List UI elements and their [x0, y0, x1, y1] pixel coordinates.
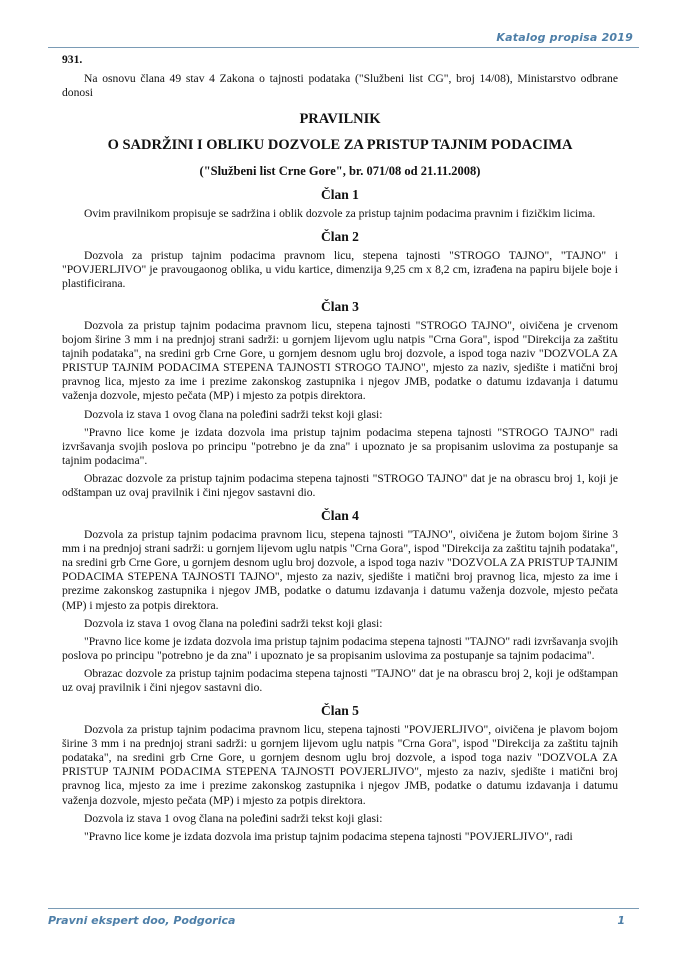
footer-publisher: Pravni ekspert doo, Podgorica: [48, 914, 236, 927]
article-paragraph: Dozvola za pristup tajnim podacima pravnom licu, stepena tajnosti "STROGO TAJNO", oivičena je crvenom bojom širine 3 mm i na prednjoj strani sadrži: u gornjem lijevom uglu natpis "Crna Gora", ispod "Direkcija za zaštitu tajnih podataka", na sredini grb Crne Gore, u gornjem desnom uglu broj dozvole, a ispod toga naziv "DOZVOLA ZA PRISTUP TAJNIM PODACIMA STEPENA TAJNOSTI STROGO TAJNO", mjesto za naziv, sjedište i matični broj pravnog lica, mjesto za ime i prezime zakonskog zastupnika i njegov JMB, podatke o datumu izdavanja i datumu važenja dozvole, mjesto pečata (MP) i mjesto za potpis direktora.: [62, 318, 618, 403]
gazette-reference: ("Službeni list Crne Gore", br. 071/08 od 21.11.2008): [199, 164, 481, 179]
article-4: [62, 508, 618, 695]
article-paragraph: Dozvola za pristup tajnim podacima pravnom licu, stepena tajnosti "TAJNO", oivičena je žutom bojom širine 3 mm i na prednjoj strani sadrži: u gornjem lijevom uglu natpis "Crna Gora", ispod "Direkcija za zaštitu tajnih podataka", na sredini grb Crne Gore, u gornjem desnom uglu broj dozvole, a ispod toga naziv "DOZVOLA ZA PRISTUP TAJNIM PODACIMA STEPENA TAJNOSTI TAJNO", mjesto za naziv, sjedište i matični broj pravnog lica, mjesto za ime i prezime zakonskog zastupnika i njegov JMB, podatke o datumu izdavanja i datumu važenja dozvole, mjesto pečata (MP) i mjesto za potpis direktora.: [62, 528, 618, 612]
article-1: [62, 187, 618, 221]
article-heading: Član 5: [321, 703, 359, 719]
article-heading: Član 2: [321, 228, 359, 244]
article-paragraph: Ovim pravilnikom propisuje se sadržina i oblik dozvole za pristup tajnim podacima pravnim i fizičkim licima.: [84, 206, 596, 220]
page-header: [48, 30, 639, 48]
page-number: 1: [617, 914, 625, 927]
page-footer: [48, 908, 639, 933]
article-paragraph: Dozvola iz stava 1 ovog člana na poleđini sadrži tekst koji glasi:: [84, 407, 383, 421]
article-paragraph: Dozvola za pristup tajnim podacima pravnom licu, stepena tajnosti "STROGO TAJNO", "TAJNO" i "POVJERLJIVO" je pravougaonog oblika, u vidu kartice, dimenzija 9,25 cm x 8,2 cm, izrađena na papiru bijele boje i plastificirana.: [62, 248, 618, 290]
article-heading: Član 1: [321, 186, 359, 202]
article-paragraph: Dozvola za pristup tajnim podacima pravnom licu, stepena tajnosti "POVJERLJIVO", oivičena je plavom bojom širine 3 mm i na prednjoj strani sadrži: u gornjem lijevom uglu natpis "Crna Gora", ispod "Direkcija za zaštitu tajnih podataka", na sredini grb Crne Gore, u gornjem desnom uglu broj dozvole, a ispod toga naziv "DOZVOLA ZA PRISTUP TAJNIM PODACIMA STEPENA TAJNOSTI POVJERLJIVO", mjesto za naziv, sjedište i matični broj pravnog lica, mjesto za ime i prezime zakonskog zastupnika i njegov JMB, podatke o datumu izdavanja i datumu važenja dozvole, mjesto pečata (MP) i mjesto za potpis direktora.: [62, 723, 618, 807]
article-paragraph: "Pravno lice kome je izdata dozvola ima pristup tajnim podacima stepena tajnosti "POVJERLJIVO", radi: [84, 829, 573, 843]
document-number: 931.: [62, 53, 83, 66]
article-heading: Član 4: [321, 508, 359, 524]
article-paragraph: Obrazac dozvole za pristup tajnim podacima stepena tajnosti "TAJNO" dat je na obrascu broj 2, koji je odštampan uz ovaj pravilnik i čini njegov sastavni dio.: [62, 666, 618, 694]
document-body: [62, 53, 618, 848]
article-paragraph: Obrazac dozvole za pristup tajnim podacima stepena tajnosti "STROGO TAJNO" dat je na obrascu broj 1, koji je odštampan uz ovaj pravilnik i čini njegov sastavni dio.: [62, 471, 618, 499]
article-paragraph: "Pravno lice kome je izdata dozvola ima pristup tajnim podacima stepena tajnosti "TAJNO" radi izvršavanja svojih poslova po principu "potrebno je da zna" i upoznato je sa propisanim uslovima za postupanje sa tajnim podacima".: [62, 634, 618, 662]
article-paragraph: Dozvola iz stava 1 ovog člana na poleđini sadrži tekst koji glasi:: [84, 811, 383, 825]
article-5: [62, 703, 618, 844]
header-title: Katalog propisa 2019: [496, 31, 633, 44]
preamble: Na osnovu člana 49 stav 4 Zakona o tajnosti podataka ("Službeni list CG", broj 14/08), Ministarstvo odbrane donosi: [62, 72, 618, 100]
document-subtitle: O SADRŽINI I OBLIKU DOZVOLE ZA PRISTUP TAJNIM PODACIMA: [107, 137, 573, 154]
document-title: PRAVILNIK: [299, 111, 381, 128]
article-3: [62, 299, 618, 500]
article-heading: Član 3: [321, 298, 359, 314]
article-2: [62, 229, 618, 291]
article-paragraph: Dozvola iz stava 1 ovog člana na poleđini sadrži tekst koji glasi:: [84, 616, 383, 630]
article-paragraph: "Pravno lice kome je izdata dozvola ima pristup tajnim podacima stepena tajnosti "STROGO TAJNO" radi izvršavanja svojih poslova po principu "potrebno je da zna" i upoznato je sa propisanim uslovima za postupanje sa tajnim podacima".: [62, 425, 618, 467]
